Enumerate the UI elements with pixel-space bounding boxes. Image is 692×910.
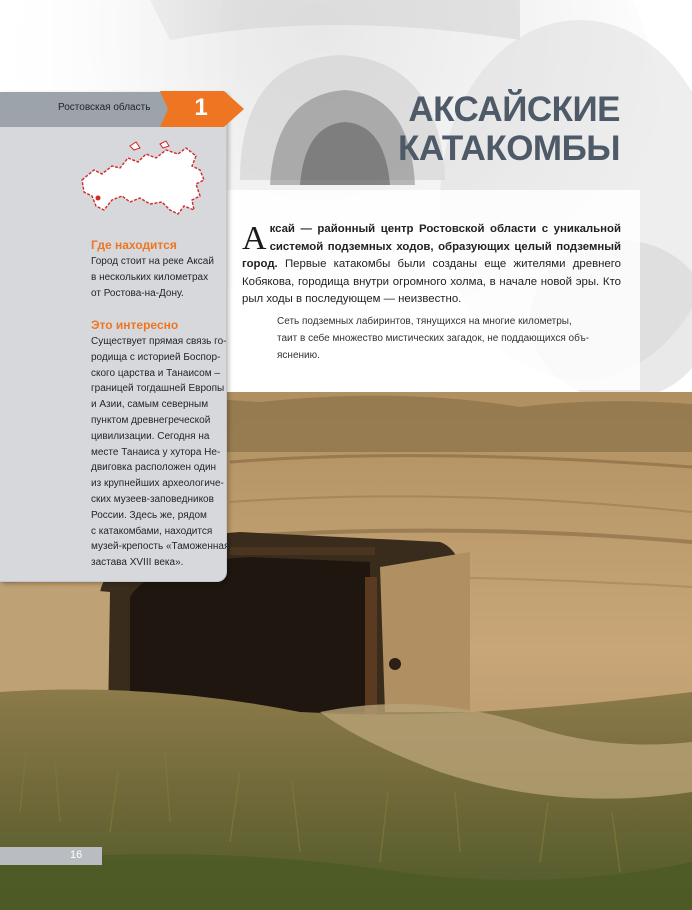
lead-paragraph bbox=[242, 221, 621, 309]
title-line-1: АКСАЙСКИЕ bbox=[408, 90, 620, 129]
lead-bold-text: ксай — районный центр Ростовской области с уникальной системой подземных ходов, образующих целый подземный город. bbox=[242, 223, 621, 271]
lead-rest-text: Первые катакомбы были созданы еще жителями древнего Кобякова, городища внутри огромного холма, в начале новой эры. Кто рыл ходы в последующем — неизвестно. bbox=[242, 258, 621, 306]
pull-quote: Сеть подземных лабиринтов, тянущихся на многие километры, таит в себе множество мистических загадок, не поддающихся объ- яснению. bbox=[277, 316, 590, 361]
page-number-box bbox=[0, 847, 102, 865]
title-line-2: КАТАКОМБЫ bbox=[397, 129, 620, 168]
page-number: 16 bbox=[70, 849, 83, 861]
russia-map-icon bbox=[74, 140, 212, 222]
page-title bbox=[380, 90, 620, 168]
interesting-heading: Это интересно bbox=[91, 318, 179, 332]
drop-cap: А bbox=[242, 220, 267, 257]
where-heading: Где находится bbox=[91, 238, 177, 252]
interesting-text: Существует прямая связь го- родища с историей Боспор- ского царства и Танаисом – границей тогдашней Европы и Азии, самым северным пунктом древнегреческой цивилизации. Сегодня на месте Танаиса у хутора Не- двиговка расположен один из крупнейших археологиче- ских музеев-заповедников России. Здесь же, рядом с катакомбами, находится музей-крепость «Таможенная застава XVIII века». bbox=[91, 336, 230, 569]
where-text: Город стоит на реке Аксай в нескольких километрах от Ростова-на-Дону. bbox=[91, 256, 214, 299]
chapter-number: 1 bbox=[194, 94, 208, 121]
region-label: Ростовская область bbox=[58, 102, 151, 113]
